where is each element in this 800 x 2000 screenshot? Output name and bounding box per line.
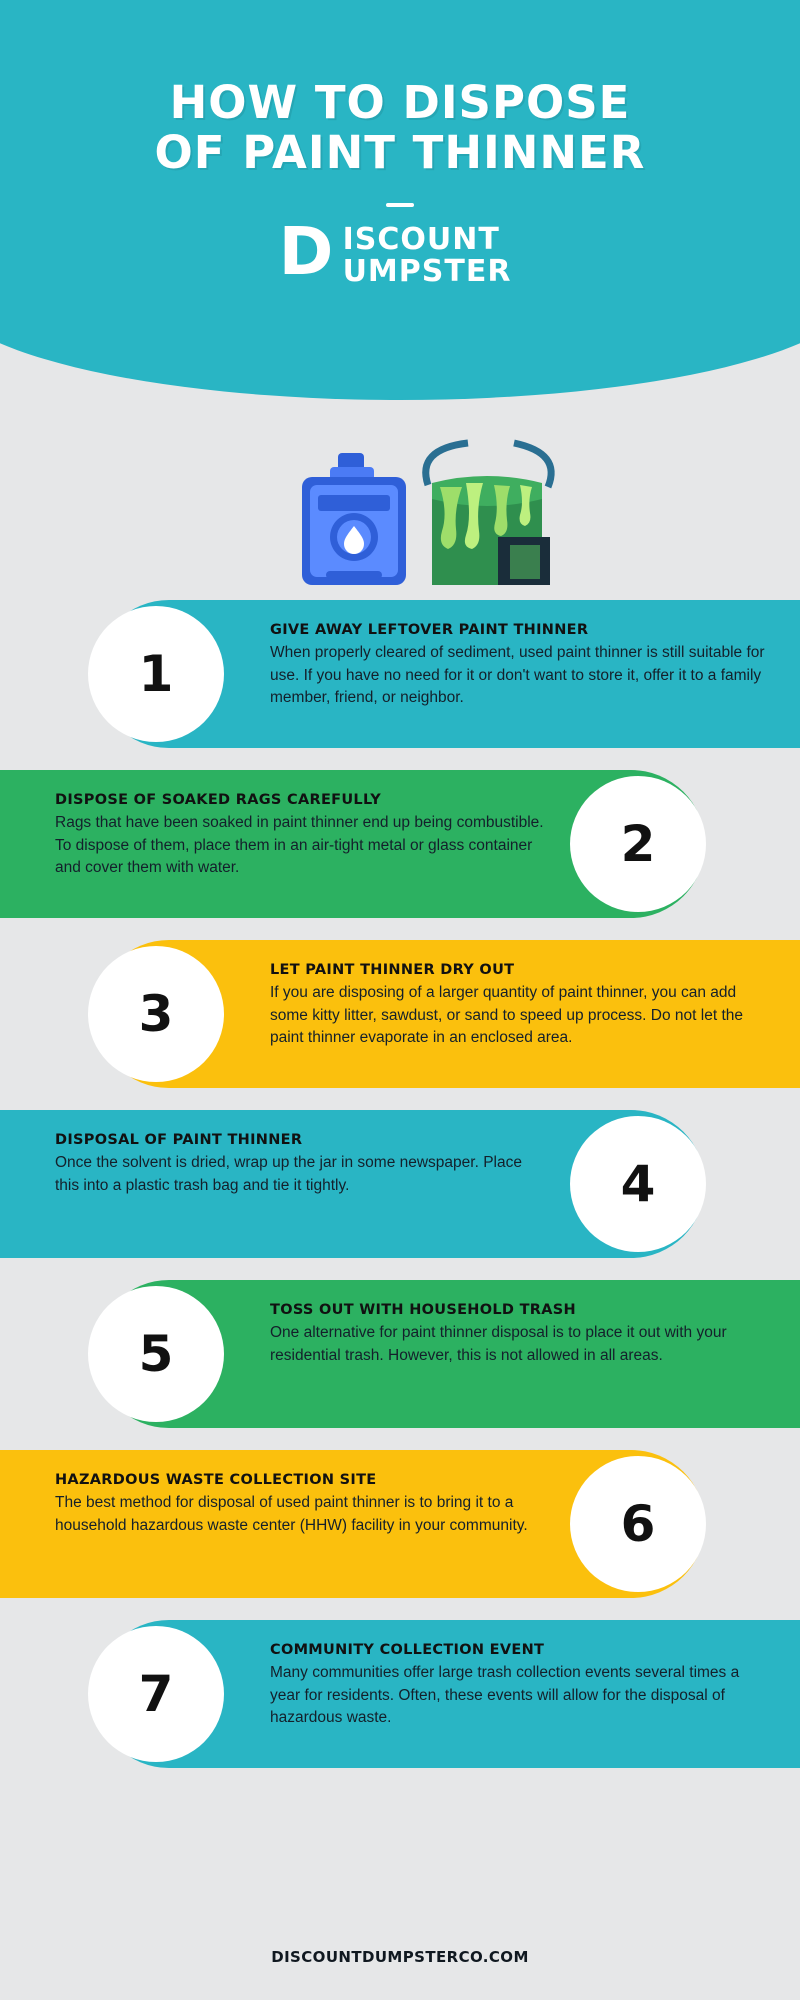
step-body (55, 1132, 550, 1197)
brand-initial: D (278, 212, 335, 290)
step-heading: COMMUNITY COLLECTION EVENT (270, 1642, 545, 1658)
step-item (0, 770, 800, 918)
step-number-badge (88, 606, 224, 742)
paint-thinner-can-icon (302, 453, 406, 585)
page-title (0, 0, 800, 179)
step-heading: HAZARDOUS WASTE COLLECTION SITE (55, 1472, 377, 1488)
step-text: When properly cleared of sediment, used paint thinner is still suitable for use. If you have no need for it or don't want to store it, offer it to a family member, friend, or neighbor. (270, 644, 765, 707)
step-heading: DISPOSE OF SOAKED RAGS CAREFULLY (55, 792, 382, 808)
step-text: Once the solvent is dried, wrap up the jar in some newspaper. Place this into a plastic trash bag and tie it tightly. (55, 1154, 522, 1194)
brand-line-2: UMPSTER (342, 253, 512, 289)
step-item (0, 940, 800, 1088)
footer (0, 1914, 800, 2000)
step-body (270, 962, 765, 1050)
step-number-badge (570, 1456, 706, 1592)
step-item (0, 1110, 800, 1258)
footer-website[interactable]: DISCOUNTDUMPSTERCO.COM (271, 1948, 529, 1966)
steps-list (0, 600, 800, 1790)
step-text: The best method for disposal of used paint thinner is to bring it to a household hazardous waste center (HHW) facility in your community. (55, 1494, 528, 1534)
page-title-line-2: OF PAINT THINNER (154, 126, 646, 180)
header (0, 0, 800, 290)
step-number-badge (88, 946, 224, 1082)
step-number: 7 (138, 1665, 174, 1723)
step-number: 1 (138, 645, 174, 703)
step-body (270, 622, 765, 710)
step-number: 2 (620, 815, 656, 873)
step-text: Rags that have been soaked in paint thinner end up being combustible. To dispose of them, place them in an air-tight metal or glass container and cover them with water. (55, 814, 544, 877)
step-heading: LET PAINT THINNER DRY OUT (270, 962, 515, 978)
step-item (0, 600, 800, 748)
step-heading: GIVE AWAY LEFTOVER PAINT THINNER (270, 622, 589, 638)
step-number-badge (88, 1626, 224, 1762)
step-text: If you are disposing of a larger quantity of paint thinner, you can add some kitty litter, sawdust, or sand to speed up process. Do not let the paint thinner evaporate in an enclosed area. (270, 984, 743, 1047)
step-number: 4 (620, 1155, 656, 1213)
step-number-badge (88, 1286, 224, 1422)
brand-line-1: ISCOUNT (342, 221, 500, 257)
step-number-badge (570, 1116, 706, 1252)
step-number: 6 (620, 1495, 656, 1553)
step-body (270, 1302, 765, 1367)
step-heading: DISPOSAL OF PAINT THINNER (55, 1132, 303, 1148)
step-item (0, 1620, 800, 1768)
paint-thinner-illustration (0, 425, 800, 585)
step-text: One alternative for paint thinner disposal is to place it out with your residential trash. However, this is not allowed in all areas. (270, 1324, 727, 1364)
step-heading: TOSS OUT WITH HOUSEHOLD TRASH (270, 1302, 576, 1318)
step-body (270, 1642, 765, 1730)
step-number-badge (570, 776, 706, 912)
step-number: 3 (138, 985, 174, 1043)
step-item (0, 1450, 800, 1598)
page-title-line-1: HOW TO DISPOSE (169, 76, 631, 129)
title-divider (386, 203, 414, 207)
step-item (0, 1280, 800, 1428)
brand-logo (278, 212, 512, 290)
step-body (55, 792, 550, 880)
step-number: 5 (138, 1325, 174, 1383)
step-text: Many communities offer large trash collection events several times a year for residents. Often, these events will allow for the disposal of hazardous waste. (270, 1664, 740, 1727)
paint-bucket-icon (426, 443, 551, 585)
step-body (55, 1472, 550, 1537)
